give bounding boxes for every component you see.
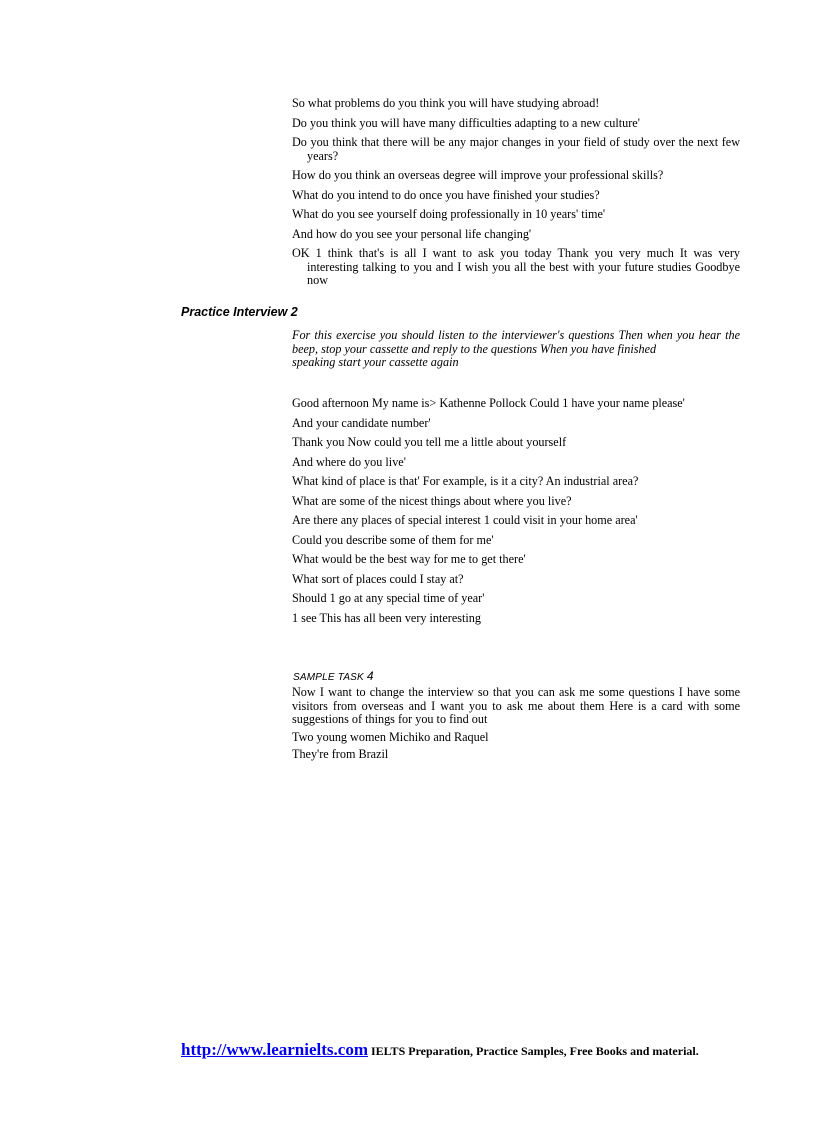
question-line: How do you think an overseas degree will improve your professional skills? <box>292 168 664 182</box>
task-line: Two young women Michiko and Raquel <box>292 729 489 744</box>
question-line: Are there any places of special interest 1 could visit in your home area' <box>292 513 638 527</box>
question-line: What are some of the nicest things about where you live? <box>292 493 572 508</box>
instruction-text: For this exercise you should listen to the interviewer's questions Then when you hear the beep, stop your cassette and reply to the questions When you have finished <box>292 328 740 356</box>
question-line: Should 1 go at any special time of year' <box>292 591 485 605</box>
question-line: So what problems do you think you will have studying abroad! <box>292 96 600 110</box>
sample-task-body <box>292 686 740 766</box>
task-line: They're from Brazil <box>292 747 389 761</box>
interview-questions-section <box>292 97 740 294</box>
page-footer <box>181 1042 741 1059</box>
question-line: What sort of places could I stay at? <box>292 571 464 586</box>
practice-interview-heading: Practice Interview 2 <box>181 305 298 319</box>
footer-text: IELTS Preparation, Practice Samples, Free Books and material. <box>367 1044 699 1058</box>
question-line: OK 1 think that's is all I want to ask you today Thank you very much It was very interesting talking to you and I wish you all the best with your future studies Goodbye now <box>292 246 740 287</box>
sample-task-number: 4 <box>366 669 374 683</box>
question-line: Do you think that there will be any major changes in your field of study over the next few years? <box>292 135 740 163</box>
practice-interview-questions <box>292 397 740 631</box>
question-line: 1 see This has all been very interesting <box>292 610 481 625</box>
question-line: What do you intend to do once you have finished your studies? <box>292 187 600 202</box>
question-line: Could you describe some of them for me' <box>292 532 494 547</box>
task-line: Now I want to change the interview so that you can ask me some questions I have some visitors from overseas and I want you to ask me about them Here is a card with some suggestions of things for you to find out <box>292 685 740 726</box>
question-line: And your candidate number' <box>292 415 431 430</box>
website-link[interactable]: http://www.learnielts.com <box>181 1040 368 1059</box>
question-line: What would be the best way for me to get there' <box>292 552 526 566</box>
question-line: Good afternoon My name is> Kathenne Pollock Could 1 have your name please' <box>292 396 685 410</box>
question-line: What do you see yourself doing professionally in 10 years' time' <box>292 207 606 221</box>
sample-task-title: SAMPLE TASK <box>293 672 364 683</box>
exercise-instructions <box>292 329 740 370</box>
question-line: Do you think you will have many difficulties adapting to a new culture' <box>292 115 640 130</box>
question-line: And how do you see your personal life changing' <box>292 226 532 241</box>
instruction-text: speaking start your cassette again <box>292 355 459 369</box>
question-line: Thank you Now could you tell me a little about yourself <box>292 435 567 449</box>
question-line: What kind of place is that' For example, is it a city? An industrial area? <box>292 474 639 488</box>
sample-task-label <box>293 669 374 683</box>
question-line: And where do you live' <box>292 454 406 469</box>
